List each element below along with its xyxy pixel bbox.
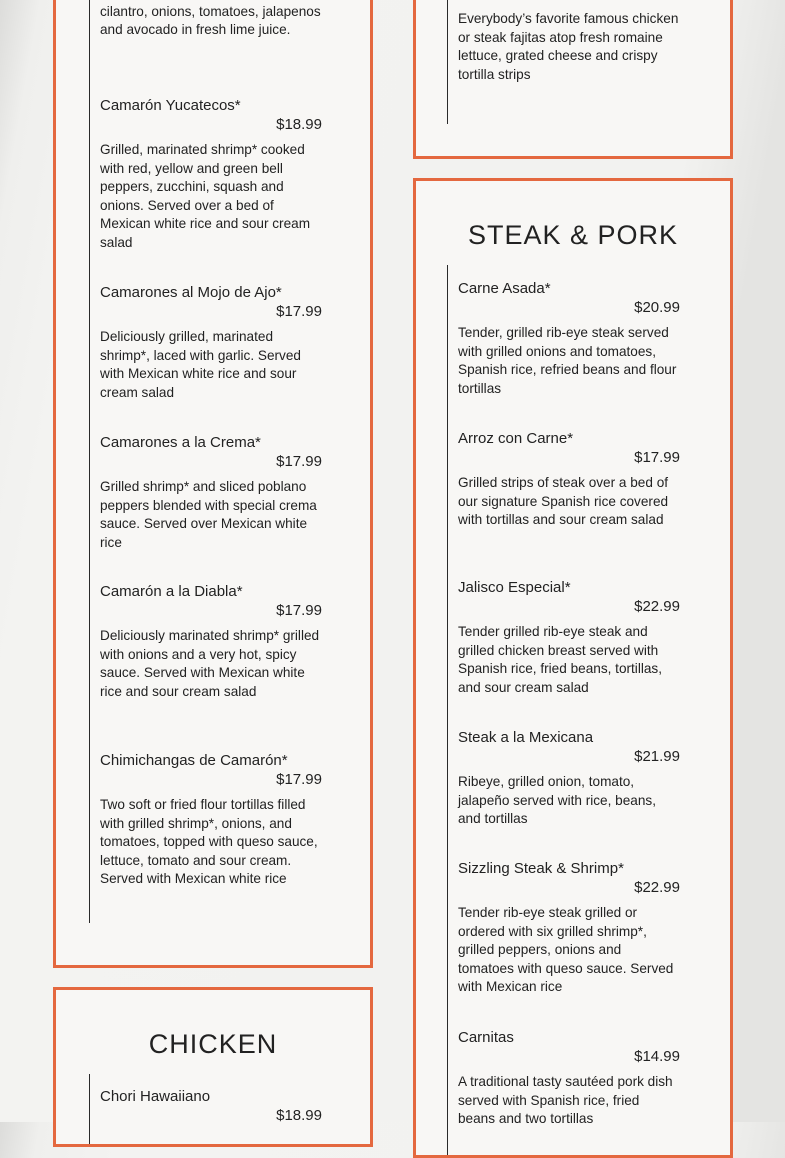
menu-card-salads	[413, 0, 733, 159]
menu-card-steak-pork	[413, 178, 733, 1158]
menu-item	[458, 859, 680, 997]
menu-card-chicken	[53, 987, 373, 1147]
menu-item	[100, 283, 322, 402]
item-description: A traditional tasty sautéed pork dish served with Spanish rice, fried beans and two tortillas	[458, 1074, 673, 1127]
item-price: $14.99	[634, 1048, 680, 1065]
menu-item	[100, 96, 322, 253]
section-title: CHICKEN	[148, 1029, 278, 1059]
item-description: Grilled shrimp* and sliced poblano peppers blended with special crema sauce. Served over Mexican white rice	[100, 479, 317, 550]
menu-item	[458, 0, 680, 84]
item-description: Grilled, marinated shrimp* cooked with red, yellow and green bell peppers, zucchini, squash and onions. Served over a bed of Mexican white rice and sour cream salad	[100, 142, 311, 250]
menu-item-list	[89, 1074, 324, 1147]
item-description: Ribeye, grilled onion, tomato, jalapeño served with rice, beans, and tortillas	[458, 774, 656, 827]
menu-item-list	[447, 265, 682, 1158]
item-price: $17.99	[634, 449, 680, 466]
item-name: Chimichangas de Camarón*	[100, 752, 288, 769]
item-price: $20.99	[634, 299, 680, 316]
item-price: $17.99	[276, 771, 322, 788]
item-name: Arroz con Carne*	[458, 430, 574, 447]
item-price: $18.99	[276, 116, 322, 133]
menu-item	[100, 1087, 322, 1125]
item-name: Camarones al Mojo de Ajo*	[100, 284, 282, 301]
menu-item	[100, 751, 322, 889]
menu-card-seafood	[53, 0, 373, 968]
menu-item	[458, 728, 680, 829]
item-name: Carne Asada*	[458, 280, 551, 297]
item-name: Camarón a la Diabla*	[100, 583, 243, 600]
item-price: $18.99	[276, 1107, 322, 1124]
item-name: Camarones a la Crema*	[100, 434, 261, 451]
item-description: Grilled strips of steak over a bed of our signature Spanish rice covered with tortillas and sour cream salad	[458, 475, 669, 528]
menu-item-list	[89, 0, 324, 923]
item-description: Tender, grilled rib-eye steak served with grilled onions and tomatoes, Spanish rice, refried beans and flour tortillas	[458, 325, 677, 396]
item-description: Everybody’s favorite famous chicken or steak fajitas atop fresh romaine lettuce, grated cheese and crispy tortilla strips	[458, 11, 679, 82]
menu-item	[100, 433, 322, 552]
menu-item	[100, 582, 322, 701]
item-price: $17.99	[276, 453, 322, 470]
item-price: $22.99	[634, 879, 680, 896]
item-name: Steak a la Mexicana	[458, 729, 594, 746]
item-price: $22.99	[634, 598, 680, 615]
item-price: $17.99	[276, 602, 322, 619]
item-name: Sizzling Steak & Shrimp*	[458, 860, 624, 877]
item-description: Deliciously marinated shrimp* grilled with onions and a very hot, spicy sauce. Served with Mexican white rice and sour cream salad	[100, 628, 320, 699]
menu-item	[458, 279, 680, 398]
menu-item	[458, 429, 680, 530]
item-name: Carnitas	[458, 1029, 514, 1046]
item-name: Chori Hawaiiano	[100, 1088, 211, 1105]
item-description: Tender grilled rib-eye steak and grilled chicken breast served with Spanish rice, fried beans, tortillas, and sour cream salad	[458, 624, 663, 695]
menu-item	[458, 1028, 680, 1129]
item-name: Jalisco Especial*	[458, 579, 571, 596]
item-description: Deliciously grilled, marinated shrimp*, laced with garlic. Served with Mexican white rice and sour cream salad	[100, 329, 301, 400]
item-description: Tender rib-eye steak grilled or ordered with six grilled shrimp*, grilled peppers, onions and tomatoes with queso sauce. Served with Mexican rice	[458, 905, 674, 995]
section-title: STEAK & PORK	[467, 220, 679, 250]
item-description: cilantro, onions, tomatoes, jalapenos and avocado in fresh lime juice.	[100, 3, 321, 38]
item-price: $21.99	[634, 748, 680, 765]
item-description: Two soft or fried flour tortillas filled with grilled shrimp*, onions, and tomatoes, topped with queso sauce, lettuce, tomato and sour cream. Served with Mexican white rice	[100, 797, 318, 887]
menu-item-list	[447, 0, 682, 124]
item-name: Camarón Yucatecos*	[100, 97, 241, 114]
menu-item	[458, 578, 680, 697]
item-price: $17.99	[276, 303, 322, 320]
menu-item	[100, 0, 322, 40]
